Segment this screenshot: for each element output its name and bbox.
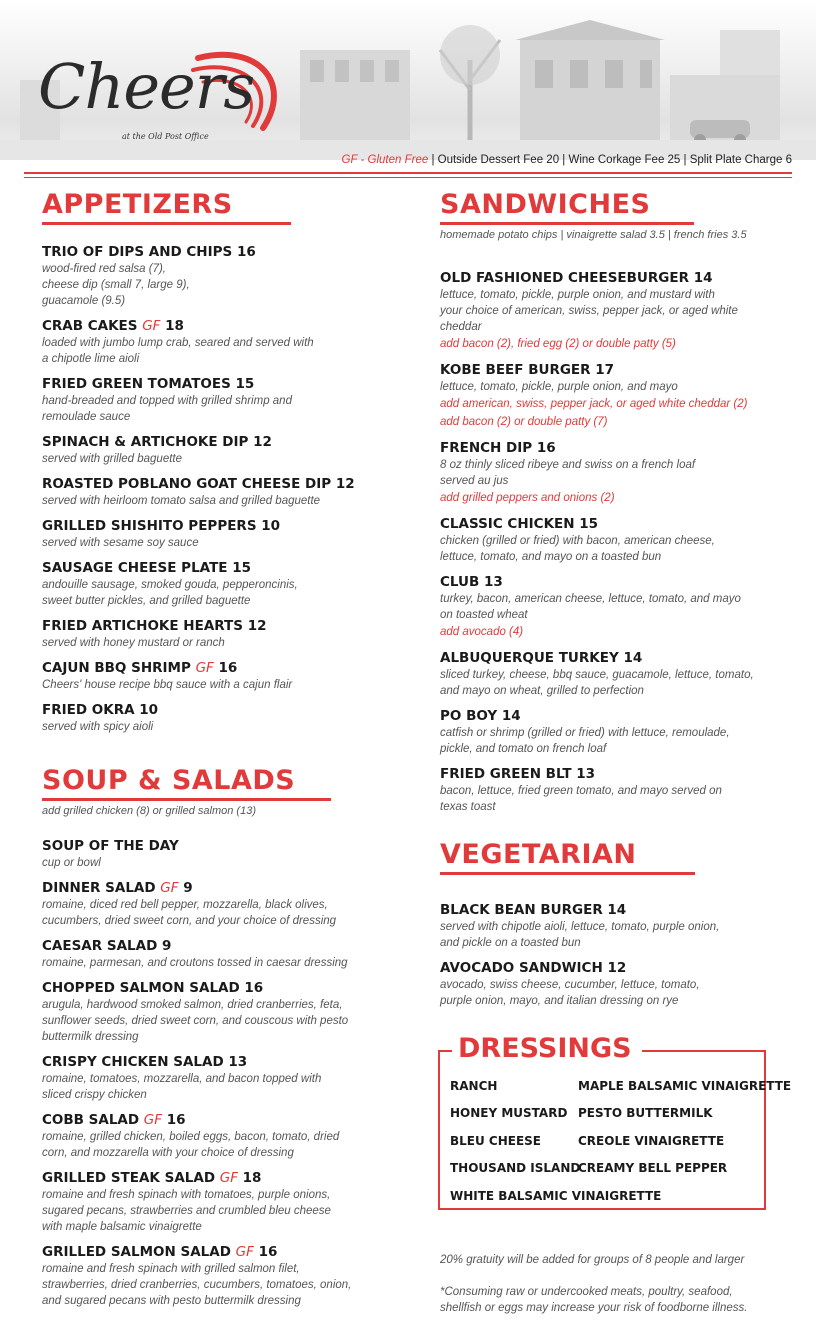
item-description: served with spicy aioli <box>42 721 154 733</box>
item-description: a chipotle lime aioli <box>42 353 140 365</box>
item-addon: add bacon (2), fried egg (2) or double patty (5) <box>440 338 676 350</box>
item-description: on toasted wheat <box>440 609 528 621</box>
menu-item <box>42 979 412 1045</box>
menu-item <box>440 439 780 507</box>
item-description: sweet butter pickles, and grilled baguette <box>42 595 251 607</box>
item-description: cheese dip (small 7, large 9), <box>42 279 190 291</box>
fees-text: | Outside Dessert Fee 20 | Wine Corkage Fee 25 | Split Plate Charge 6 <box>428 154 792 166</box>
item-description: purple onion, mayo, and italian dressing on rye <box>440 995 679 1007</box>
menu-item <box>42 243 412 309</box>
menu-item <box>42 433 412 467</box>
item-title: FRIED GREEN BLT 13 <box>440 766 596 782</box>
dressing-item: CREAMY BELL PEPPER <box>578 1161 728 1175</box>
menu-item <box>42 1243 412 1309</box>
item-title: COBB SALAD GF 16 <box>42 1112 186 1128</box>
dressings-box <box>438 1050 766 1210</box>
gf-badge: GF <box>143 1112 163 1128</box>
menu-item <box>42 837 412 871</box>
menu-item <box>42 701 412 735</box>
logo-subtitle: at the Old Post Office <box>122 132 209 141</box>
vegetarian-section <box>440 840 780 1009</box>
dressing-item: CREOLE VINAIGRETTE <box>578 1134 725 1148</box>
item-description: catfish or shrimp (grilled or fried) with lettuce, remoulade, <box>440 727 730 739</box>
item-description: served with honey mustard or ranch <box>42 637 225 649</box>
item-title: FRENCH DIP 16 <box>440 440 556 456</box>
menu-item <box>42 517 412 551</box>
item-title: CRISPY CHICKEN SALAD 13 <box>42 1054 248 1070</box>
dressings-title: DRESSINGS <box>452 1033 642 1065</box>
gf-badge: GF <box>219 1170 238 1186</box>
item-title: FRIED GREEN TOMATOES 15 <box>42 376 255 392</box>
gf-badge: GF <box>160 880 179 896</box>
menu-item <box>42 1111 412 1161</box>
menu-item <box>42 879 412 929</box>
item-description: arugula, hardwood smoked salmon, dried cranberries, feta, <box>42 999 343 1011</box>
menu-item <box>440 959 780 1009</box>
item-description: and mayo on wheat, grilled to perfection <box>440 685 644 697</box>
item-title: ALBUQUERQUE TURKEY 14 <box>440 650 643 666</box>
item-addon: add avocado (4) <box>440 626 524 638</box>
item-description: served with sesame soy sauce <box>42 537 199 549</box>
item-title: GRILLED SALMON SALAD GF 16 <box>42 1244 278 1260</box>
soup-salads-section <box>42 766 412 1309</box>
info-bar <box>342 154 792 166</box>
appetizers-section <box>42 190 412 735</box>
menu-item <box>440 707 780 757</box>
item-title: SAUSAGE CHEESE PLATE 15 <box>42 560 251 576</box>
menu-item <box>42 317 412 367</box>
gf-badge: GF <box>195 660 214 676</box>
item-description: romaine, diced red bell pepper, mozzarella, black olives, <box>42 899 328 911</box>
menu-item <box>42 1169 412 1235</box>
dressing-item: BLEU CHEESE <box>450 1134 541 1148</box>
item-description: strawberries, dried cranberries, cucumbers, tomatoes, onion, <box>42 1279 352 1291</box>
item-description: served with chipotle aioli, lettuce, tomato, purple onion, <box>440 921 720 933</box>
consumer-advisory: *Consuming raw or undercooked meats, poultry, seafood, <box>440 1286 733 1298</box>
item-description: sunflower seeds, dried sweet corn, and couscous with pesto <box>42 1015 349 1027</box>
item-description: corn, and mozzarella with your choice of dressing <box>42 1147 294 1159</box>
dressing-item: MAPLE BALSAMIC VINAIGRETTE <box>578 1079 792 1093</box>
gf-badge: GF <box>235 1244 254 1260</box>
menu-item <box>42 659 412 693</box>
item-title: AVOCADO SANDWICH 12 <box>440 960 627 976</box>
dressing-item: THOUSAND ISLAND <box>450 1161 581 1175</box>
sandwiches-section <box>440 190 780 815</box>
menu-item <box>440 765 780 815</box>
item-title: OLD FASHIONED CHEESEBURGER 14 <box>440 270 713 286</box>
menu-item <box>440 361 780 431</box>
item-title: TRIO OF DIPS AND CHIPS 16 <box>42 244 256 260</box>
header-rule <box>24 172 792 174</box>
menu-item <box>42 559 412 609</box>
gf-badge: GF <box>142 318 161 334</box>
menu-item <box>440 269 780 353</box>
item-title: SPINACH & ARTICHOKE DIP 12 <box>42 434 272 450</box>
item-title: GRILLED SHISHITO PEPPERS 10 <box>42 518 281 534</box>
section-title: VEGETARIAN <box>440 840 695 875</box>
item-description: Cheers' house recipe bbq sauce with a cajun flair <box>42 679 293 691</box>
menu-item <box>42 475 412 509</box>
menu-item <box>42 617 412 651</box>
item-description: chicken (grilled or fried) with bacon, american cheese, <box>440 535 715 547</box>
dressing-item: WHITE BALSAMIC VINAIGRETTE <box>450 1189 662 1203</box>
item-title: KOBE BEEF BURGER 17 <box>440 362 615 378</box>
item-title: DINNER SALAD GF 9 <box>42 880 193 896</box>
dressing-item: PESTO BUTTERMILK <box>578 1106 713 1120</box>
item-description: turkey, bacon, american cheese, lettuce, tomato, and mayo <box>440 593 741 605</box>
item-description: wood-fired red salsa (7), <box>42 263 166 275</box>
consumer-advisory: shellfish or eggs may increase your risk of foodborne illness. <box>440 1302 748 1314</box>
item-description: sliced turkey, cheese, bbq sauce, guacamole, lettuce, tomato, <box>440 669 754 681</box>
item-description: served au jus <box>440 475 509 487</box>
item-title: CLUB 13 <box>440 574 503 590</box>
dressing-item: HONEY MUSTARD <box>450 1106 568 1120</box>
item-title: ROASTED POBLANO GOAT CHEESE DIP 12 <box>42 476 355 492</box>
section-title: APPETIZERS <box>42 190 291 225</box>
item-description: romaine, grilled chicken, boiled eggs, bacon, tomato, dried <box>42 1131 340 1143</box>
section-note: homemade potato chips | vinaigrette salad 3.5 | french fries 3.5 <box>440 229 747 241</box>
item-addon: add american, swiss, pepper jack, or aged white cheddar (2) <box>440 398 748 410</box>
item-description: cheddar <box>440 321 482 333</box>
item-title: CRAB CAKES GF 18 <box>42 318 184 334</box>
section-title: SANDWICHES <box>440 190 694 225</box>
item-addon: add bacon (2) or double patty (7) <box>440 416 608 428</box>
item-description: remoulade sauce <box>42 411 131 423</box>
item-description: and sugared pecans with pesto buttermilk dressing <box>42 1295 301 1307</box>
item-description: cucumbers, dried sweet corn, and your choice of dressing <box>42 915 337 927</box>
item-title: CLASSIC CHICKEN 15 <box>440 516 599 532</box>
item-description: cup or bowl <box>42 857 101 869</box>
item-description: lettuce, tomato, pickle, purple onion, and mustard with <box>440 289 715 301</box>
menu-item <box>440 901 780 951</box>
item-title: GRILLED STEAK SALAD GF 18 <box>42 1170 262 1186</box>
header-rule-thin <box>24 177 792 178</box>
item-description: texas toast <box>440 801 496 813</box>
item-description: buttermilk dressing <box>42 1031 139 1043</box>
gratuity-note: 20% gratuity will be added for groups of 8 people and larger <box>440 1254 745 1266</box>
item-title: CHOPPED SALMON SALAD 16 <box>42 980 264 996</box>
item-description: romaine, tomatoes, mozzarella, and bacon topped with <box>42 1073 322 1085</box>
cheers-logo <box>38 48 288 148</box>
item-description: andouille sausage, smoked gouda, pepperoncinis, <box>42 579 298 591</box>
item-addon: add grilled peppers and onions (2) <box>440 492 615 504</box>
item-description: 8 oz thinly sliced ribeye and swiss on a french loaf <box>440 459 696 471</box>
item-description: served with grilled baguette <box>42 453 182 465</box>
menu-item <box>440 649 780 699</box>
item-description: hand-breaded and topped with grilled shrimp and <box>42 395 292 407</box>
item-description: romaine and fresh spinach with tomatoes, purple onions, <box>42 1189 331 1201</box>
item-description: sugared pecans, strawberries and crumbled bleu cheese <box>42 1205 331 1217</box>
item-description: your choice of american, swiss, pepper jack, or aged white <box>440 305 738 317</box>
menu-item <box>440 573 780 641</box>
section-note: add grilled chicken (8) or grilled salmon (13) <box>42 805 256 817</box>
item-title: FRIED OKRA 10 <box>42 702 159 718</box>
menu-item <box>42 937 412 971</box>
item-description: and pickle on a toasted bun <box>440 937 581 949</box>
dressing-item: RANCH <box>450 1079 498 1093</box>
item-description: loaded with jumbo lump crab, seared and served with <box>42 337 314 349</box>
item-description: romaine and fresh spinach with grilled salmon filet, <box>42 1263 300 1275</box>
item-description: lettuce, tomato, pickle, purple onion, and mayo <box>440 381 678 393</box>
menu-item <box>42 1053 412 1103</box>
gluten-free-legend: GF - Gluten Free <box>341 154 429 166</box>
section-title: SOUP & SALADS <box>42 766 331 801</box>
logo-wordmark: Cheers <box>38 50 255 123</box>
item-title: BLACK BEAN BURGER 14 <box>440 902 627 918</box>
item-title: SOUP OF THE DAY <box>42 838 179 854</box>
item-description: romaine, parmesan, and croutons tossed in caesar dressing <box>42 957 348 969</box>
item-description: avocado, swiss cheese, cucumber, lettuce, tomato, <box>440 979 700 991</box>
item-title: PO BOY 14 <box>440 708 521 724</box>
item-title: FRIED ARTICHOKE HEARTS 12 <box>42 618 267 634</box>
item-description: lettuce, tomato, and mayo on a toasted bun <box>440 551 662 563</box>
item-description: served with heirloom tomato salsa and grilled baguette <box>42 495 321 507</box>
item-description: sliced crispy chicken <box>42 1089 147 1101</box>
item-title: CAESAR SALAD 9 <box>42 938 172 954</box>
item-title: CAJUN BBQ SHRIMP GF 16 <box>42 660 238 676</box>
menu-item <box>42 375 412 425</box>
item-description: bacon, lettuce, fried green tomato, and mayo served on <box>440 785 722 797</box>
menu-item <box>440 515 780 565</box>
item-description: pickle, and tomato on french loaf <box>440 743 607 755</box>
item-description: with maple balsamic vinaigrette <box>42 1221 202 1233</box>
item-description: guacamole (9.5) <box>42 295 126 307</box>
